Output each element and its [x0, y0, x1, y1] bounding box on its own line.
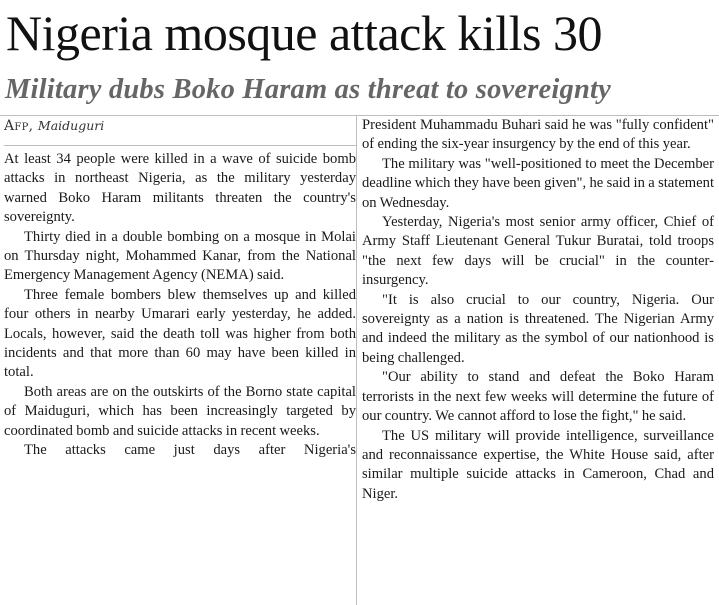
paragraph: The US military will provide intelligence, surveillance and reconnaissance expertise, the White House said, after similar multiple suicide attacks in Cameroon, Chad and Niger. [362, 427, 714, 502]
paragraph: Thirty died in a double bombing on a mosque in Molai on Thursday night, Mohammed Kanar, from the National Emergency Management Agency (NEMA) said. [4, 228, 356, 284]
paragraph: "Our ability to stand and defeat the Boko Haram terrorists in the next few weeks will determine the future of our country. We cannot afford to lose the fight," he said. [362, 369, 714, 425]
byline-location: Maiduguri [37, 118, 105, 133]
byline-rule [4, 145, 356, 146]
paragraph: The attacks came just days after Nigeria's [24, 442, 356, 459]
paragraph: At least 34 people were killed in a wave of suicide bomb attacks in northeast Nigeria, as the military yesterday warned Boko Haram militants threaten the country's sovereignty. [4, 151, 356, 226]
column-divider [356, 116, 357, 605]
headline: Nigeria mosque attack kills 30 [6, 5, 602, 61]
byline-agency: Afp, [4, 118, 34, 134]
paragraph: President Muhammadu Buhari said he was "fully confident" of ending the six-year insurgency by the end of this year. [362, 117, 714, 153]
paragraph: Both areas are on the outskirts of the Borno state capital of Maiduguri, which has been increasingly targeted by coordinated bomb and suicide attacks in recent weeks. [4, 383, 356, 439]
article-column-right [362, 116, 714, 504]
subheadline: Military dubs Boko Haram as threat to sovereignty [5, 74, 611, 105]
article-column-left [4, 116, 356, 461]
paragraph: Three female bombers blew themselves up and killed four others in nearby Umarari early yesterday, he added. Locals, however, said the death toll was higher from both incidents and that more than 60 may have been killed in total. [4, 286, 356, 381]
paragraph: "It is also crucial to our country, Nigeria. Our sovereignty as a nation is threatened. The Nigerian Army and indeed the military as the symbol of our nationhood is being challenged. [362, 291, 714, 366]
paragraph: The military was "well-positioned to meet the December deadline which they have been given", he said in a statement on Wednesday. [362, 155, 714, 211]
paragraph: Yesterday, Nigeria's most senior army officer, Chief of Army Staff Lieutenant General Tukur Buratai, told troops "the next few days will be crucial" in the counter-insurgency. [362, 214, 714, 289]
